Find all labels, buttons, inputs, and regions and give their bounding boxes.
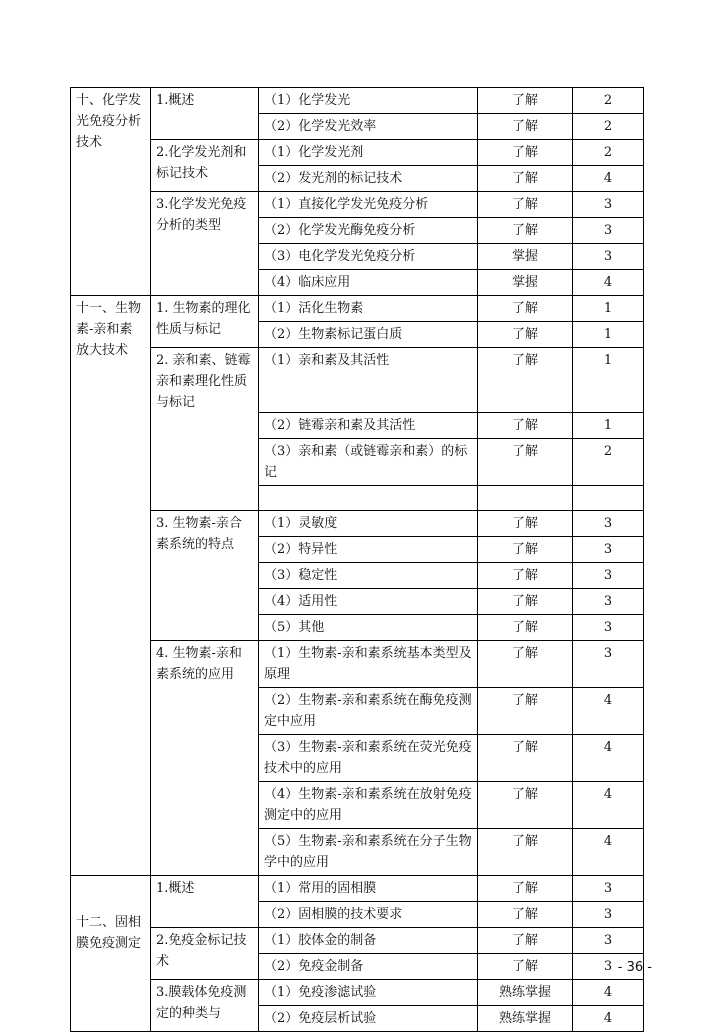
level-cell: 了解 bbox=[478, 688, 573, 735]
item-text: （1）胶体金的制备 bbox=[259, 928, 478, 954]
level-cell: 了解 bbox=[478, 218, 573, 244]
hours-cell: 3 bbox=[573, 563, 644, 589]
level-cell: 了解 bbox=[478, 166, 573, 192]
level-cell: 掌握 bbox=[478, 244, 573, 270]
item-text: （2）特异性 bbox=[259, 537, 478, 563]
item-text: （1）亲和素及其活性 bbox=[259, 348, 478, 413]
level-cell: 了解 bbox=[478, 296, 573, 322]
hours-cell: 2 bbox=[573, 140, 644, 166]
chapter-title: 十二、固相膜免疫测定 bbox=[71, 876, 151, 1032]
table-row bbox=[71, 980, 644, 1006]
item-text: （5）生物素-亲和素系统在分子生物学中的应用 bbox=[259, 829, 478, 876]
unit-title: 3.膜载体免疫测定的种类与 bbox=[151, 980, 259, 1032]
table-row bbox=[71, 296, 644, 322]
level-cell: 熟练掌握 bbox=[478, 980, 573, 1006]
item-text: （2）链霉亲和素及其活性 bbox=[259, 413, 478, 439]
item-text: （3）电化学发光免疫分析 bbox=[259, 244, 478, 270]
item-text: （1）化学发光 bbox=[259, 88, 478, 114]
item-text: （3）稳定性 bbox=[259, 563, 478, 589]
item-text: （1）免疫渗滤试验 bbox=[259, 980, 478, 1006]
item-text: （3）亲和素（或链霉亲和素）的标记 bbox=[259, 439, 478, 486]
empty-cell bbox=[478, 486, 573, 511]
hours-cell: 4 bbox=[573, 829, 644, 876]
hours-cell: 4 bbox=[573, 1006, 644, 1032]
item-text: （2）化学发光酶免疫分析 bbox=[259, 218, 478, 244]
item-text: （3）生物素-亲和素系统在荧光免疫技术中的应用 bbox=[259, 735, 478, 782]
unit-title: 2.免疫金标记技术 bbox=[151, 928, 259, 980]
hours-cell: 3 bbox=[573, 876, 644, 902]
level-cell: 了解 bbox=[478, 589, 573, 615]
unit-title: 1. 生物素的理化性质与标记 bbox=[151, 296, 259, 348]
hours-cell: 4 bbox=[573, 688, 644, 735]
level-cell: 了解 bbox=[478, 902, 573, 928]
hours-cell: 4 bbox=[573, 782, 644, 829]
table-row bbox=[71, 192, 644, 218]
level-cell: 了解 bbox=[478, 563, 573, 589]
level-cell: 了解 bbox=[478, 439, 573, 486]
item-text: （2）免疫金制备 bbox=[259, 954, 478, 980]
level-cell: 了解 bbox=[478, 641, 573, 688]
level-cell: 了解 bbox=[478, 876, 573, 902]
syllabus-table bbox=[70, 87, 644, 1032]
level-cell: 了解 bbox=[478, 413, 573, 439]
hours-cell: 3 bbox=[573, 928, 644, 954]
item-text: （2）免疫层析试验 bbox=[259, 1006, 478, 1032]
page-number: - 36 - bbox=[617, 960, 652, 975]
unit-title: 2.化学发光剂和标记技术 bbox=[151, 140, 259, 192]
hours-cell: 4 bbox=[573, 270, 644, 296]
item-text: （2）发光剂的标记技术 bbox=[259, 166, 478, 192]
item-text: （4）临床应用 bbox=[259, 270, 478, 296]
hours-cell: 3 bbox=[573, 954, 644, 980]
hours-cell: 1 bbox=[573, 322, 644, 348]
level-cell: 了解 bbox=[478, 140, 573, 166]
unit-title: 1.概述 bbox=[151, 88, 259, 140]
table-row bbox=[71, 641, 644, 688]
unit-title: 3. 生物素-亲合素系统的特点 bbox=[151, 511, 259, 641]
level-cell: 掌握 bbox=[478, 270, 573, 296]
hours-cell: 3 bbox=[573, 244, 644, 270]
hours-cell: 2 bbox=[573, 114, 644, 140]
hours-cell: 3 bbox=[573, 192, 644, 218]
table-row bbox=[71, 511, 644, 537]
hours-cell: 3 bbox=[573, 641, 644, 688]
level-cell: 了解 bbox=[478, 322, 573, 348]
hours-cell: 3 bbox=[573, 615, 644, 641]
item-text: （4）生物素-亲和素系统在放射免疫测定中的应用 bbox=[259, 782, 478, 829]
hours-cell: 1 bbox=[573, 348, 644, 413]
item-text: （1）常用的固相膜 bbox=[259, 876, 478, 902]
level-cell: 了解 bbox=[478, 537, 573, 563]
table-row bbox=[71, 348, 644, 413]
level-cell: 熟练掌握 bbox=[478, 1006, 573, 1032]
level-cell: 了解 bbox=[478, 928, 573, 954]
item-text: （1）生物素-亲和素系统基本类型及原理 bbox=[259, 641, 478, 688]
chapter-title: 十一、生物素-亲和素放大技术 bbox=[71, 296, 151, 876]
level-cell: 了解 bbox=[478, 615, 573, 641]
item-text: （2）生物素-亲和素系统在酶免疫测定中应用 bbox=[259, 688, 478, 735]
chapter-title: 十、化学发光免疫分析技术 bbox=[71, 88, 151, 296]
hours-cell: 3 bbox=[573, 511, 644, 537]
item-text: （1）活化生物素 bbox=[259, 296, 478, 322]
hours-cell: 4 bbox=[573, 980, 644, 1006]
hours-cell: 3 bbox=[573, 537, 644, 563]
hours-cell: 4 bbox=[573, 166, 644, 192]
level-cell: 了解 bbox=[478, 954, 573, 980]
unit-title: 1.概述 bbox=[151, 876, 259, 928]
unit-title: 3.化学发光免疫分析的类型 bbox=[151, 192, 259, 296]
item-text: （4）适用性 bbox=[259, 589, 478, 615]
item-text: （5）其他 bbox=[259, 615, 478, 641]
level-cell: 了解 bbox=[478, 735, 573, 782]
unit-title: 4. 生物素-亲和素系统的应用 bbox=[151, 641, 259, 876]
table-row bbox=[71, 928, 644, 954]
hours-cell: 2 bbox=[573, 88, 644, 114]
empty-cell bbox=[573, 486, 644, 511]
hours-cell: 1 bbox=[573, 413, 644, 439]
level-cell: 了解 bbox=[478, 829, 573, 876]
table-row bbox=[71, 140, 644, 166]
item-text: （2）生物素标记蛋白质 bbox=[259, 322, 478, 348]
table-row bbox=[71, 88, 644, 114]
hours-cell: 3 bbox=[573, 902, 644, 928]
level-cell: 了解 bbox=[478, 348, 573, 413]
hours-cell: 1 bbox=[573, 296, 644, 322]
item-text: （1）灵敏度 bbox=[259, 511, 478, 537]
level-cell: 了解 bbox=[478, 782, 573, 829]
level-cell: 了解 bbox=[478, 511, 573, 537]
empty-cell bbox=[259, 486, 478, 511]
level-cell: 了解 bbox=[478, 192, 573, 218]
item-text: （1）化学发光剂 bbox=[259, 140, 478, 166]
item-text: （2）化学发光效率 bbox=[259, 114, 478, 140]
unit-title: 2. 亲和素、链霉亲和素理化性质与标记 bbox=[151, 348, 259, 511]
hours-cell: 3 bbox=[573, 589, 644, 615]
hours-cell: 2 bbox=[573, 439, 644, 486]
table-row bbox=[71, 876, 644, 902]
item-text: （1）直接化学发光免疫分析 bbox=[259, 192, 478, 218]
level-cell: 了解 bbox=[478, 88, 573, 114]
level-cell: 了解 bbox=[478, 114, 573, 140]
hours-cell: 4 bbox=[573, 735, 644, 782]
item-text: （2）固相膜的技术要求 bbox=[259, 902, 478, 928]
hours-cell: 3 bbox=[573, 218, 644, 244]
